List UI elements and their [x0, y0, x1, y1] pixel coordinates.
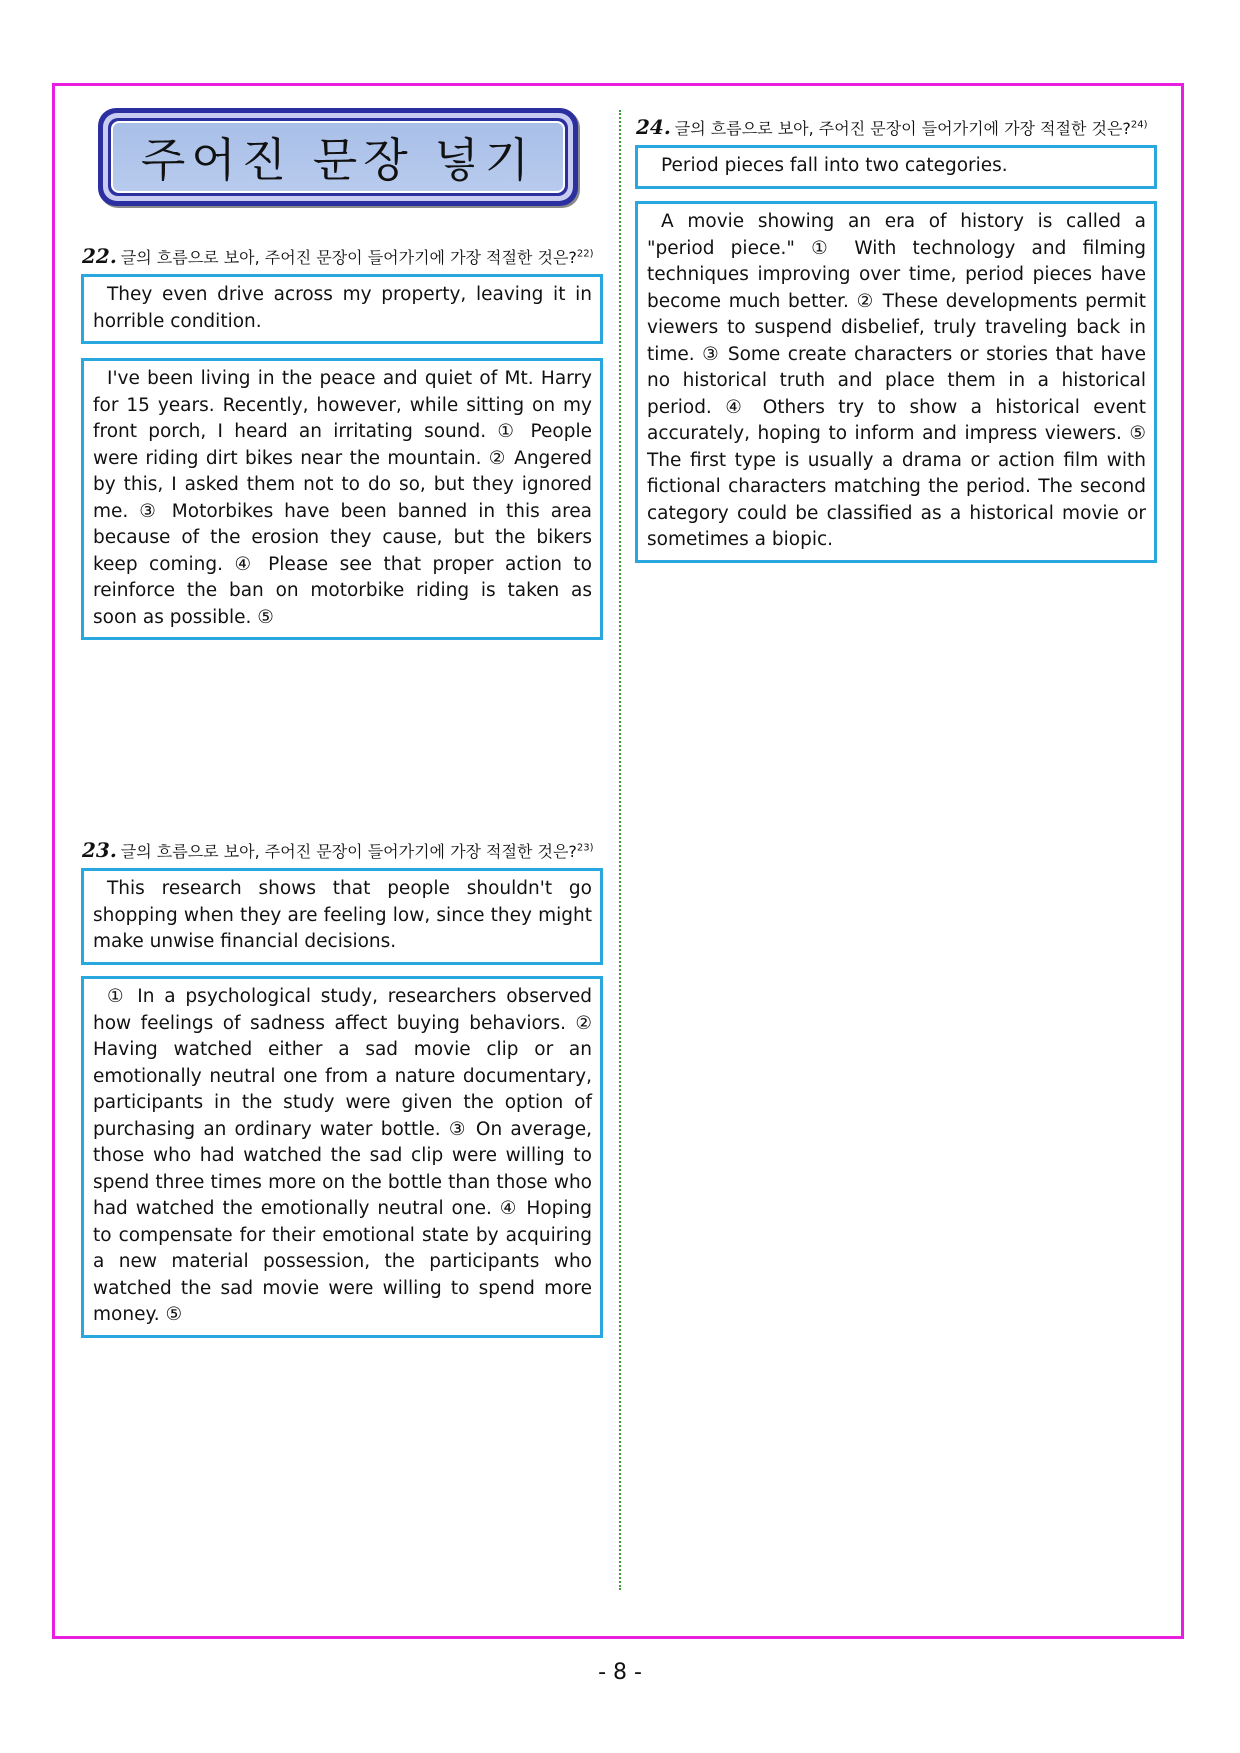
question-23-given-sentence	[81, 868, 603, 965]
passage-text: ① In a psychological study, researchers observed how feelings of sadness affect buying behaviors. ② Having watched either a sad movie clip or an emotionally neutral one from a nature documentary, participants in the study were given the option of purchasing an ordinary water bottle. ③ On average, those who had watched the sad clip were willing to spend three times more on the bottle than those who had watched the emotionally neutral one. ④ Hoping to compensate for their emotional state by acquiring a new material possession, the participants who watched the sad movie were willing to spend more money. ⑤	[93, 986, 592, 1325]
footnote-marker: 23)	[576, 842, 594, 854]
column-divider	[619, 110, 621, 1590]
question-22-passage	[81, 358, 603, 640]
given-sentence-text: They even drive across my property, leaving it in horrible condition.	[93, 284, 592, 332]
question-number: 23.	[82, 838, 117, 862]
question-text: 글의 흐름으로 보아, 주어진 문장이 들어가기에 가장 적절한 것은?	[120, 842, 577, 861]
question-24-prompt	[636, 115, 1148, 139]
question-22-prompt	[82, 244, 594, 268]
question-23-prompt	[82, 838, 594, 862]
question-text: 글의 흐름으로 보아, 주어진 문장이 들어가기에 가장 적절한 것은?	[674, 119, 1131, 138]
question-24-passage	[635, 201, 1157, 563]
question-24-given-sentence	[635, 145, 1157, 189]
question-23-passage	[81, 976, 603, 1338]
question-number: 22.	[82, 244, 117, 268]
footnote-marker: 22)	[576, 248, 594, 260]
section-title-banner	[98, 108, 578, 206]
question-number: 24.	[636, 115, 671, 139]
section-title: 주어진 문장 넣기	[140, 133, 536, 187]
question-text: 글의 흐름으로 보아, 주어진 문장이 들어가기에 가장 적절한 것은?	[120, 248, 577, 267]
passage-text: I've been living in the peace and quiet of Mt. Harry for 15 years. Recently, however, while sitting on my front porch, I heard an irritating sound. ① People were riding dirt bikes near the mountain. ② Angered by this, I asked them not to do so, but they ignored me. ③ Motorbikes have been banned in this area because of the erosion they cause, but the bikers keep coming. ④ Please see that proper action to reinforce the ban on motorbike riding is taken as soon as possible. ⑤	[93, 368, 592, 628]
passage-text: A movie showing an era of history is called a "period piece." ① With technology and filming techniques improving over time, period pieces have become much better. ② These developments permit viewers to suspend disbelief, truly traveling back in time. ③ Some create characters or stories that have no historical truth and place them in a historical period. ④ Others try to show a historical event accurately, hoping to inform and impress viewers. ⑤ The first type is usually a drama or action film with fictional characters matching the period. The second category could be classified as a historical movie or sometimes a biopic.	[647, 211, 1146, 550]
given-sentence-text: Period pieces fall into two categories.	[661, 155, 1008, 176]
question-22-given-sentence	[81, 274, 603, 344]
footnote-marker: 24)	[1130, 119, 1148, 131]
given-sentence-text: This research shows that people shouldn't go shopping when they are feeling low, since they might make unwise financial decisions.	[93, 878, 592, 952]
page-number: - 8 -	[598, 1660, 642, 1685]
